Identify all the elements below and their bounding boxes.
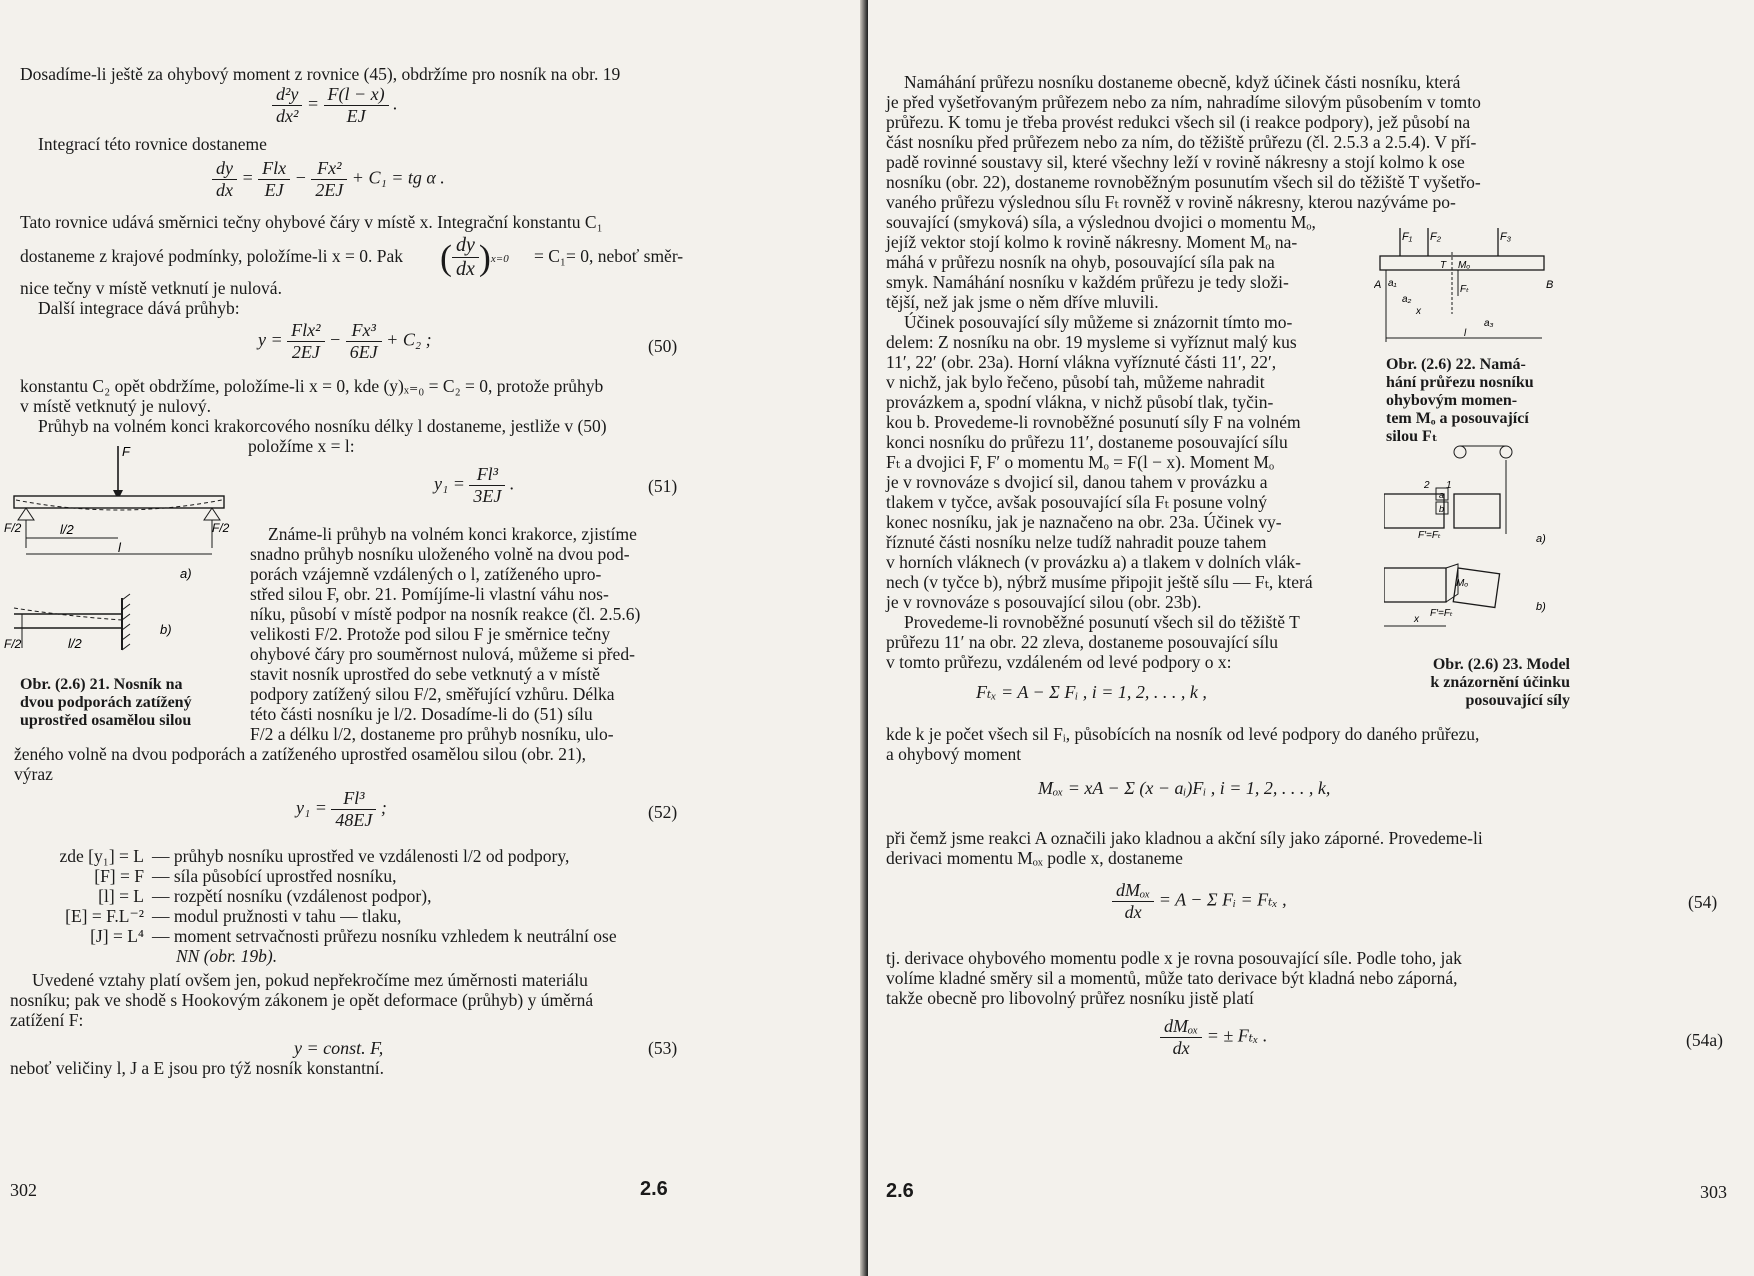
text-line: v horních vláknech (v provázku a) a tlakem v dolních vlák-: [886, 552, 1301, 572]
label-F: F: [122, 444, 130, 459]
eq-den: 2EJ: [291, 342, 320, 362]
text-line: průřezu 11′ na obr. 22 zleva, dostaneme posouvající sílu: [886, 632, 1278, 652]
equation-52: [296, 788, 387, 831]
unit-desc: — modul pružnosti v tahu — tlaku,: [152, 906, 402, 926]
text-line: tlakem v tyčce, avšak posouvající síla Fₜ posune volný: [886, 492, 1267, 512]
unit-desc: NN (obr. 19b).: [176, 946, 278, 966]
support-right: [204, 508, 220, 520]
wall-hatch: [122, 594, 130, 650]
eq-num: dMₒₓ: [1160, 1016, 1202, 1038]
eq-den: 6EJ: [349, 342, 378, 362]
eq-num: dMₒₓ: [1112, 880, 1154, 902]
text-line: konec nosníku, jak je naznačeno na obr. 23a. Účinek vy-: [886, 512, 1282, 532]
figure-22: [1374, 226, 1556, 346]
label-Fp-b: F′=Fₜ: [1430, 608, 1453, 619]
eq-num: Fl³: [469, 464, 505, 486]
text-line: Namáhání průřezu nosníku dostaneme obecně, když účinek části nosníku, která: [904, 72, 1461, 92]
text-line: v nichž, jak bylo řečeno, působí tah, můžeme nahradit: [886, 372, 1265, 392]
text-line: souvající (smyková) síla, a výslednou dvojici o momentu Mₒ,: [886, 212, 1316, 232]
label-l2: l/2: [68, 636, 82, 651]
beam: [14, 496, 224, 508]
eq-num: F(l − x): [324, 84, 389, 106]
label-F1: F₁: [1402, 231, 1413, 243]
unit-desc: — moment setrvačnosti průřezu nosníku vzhledem k neutrální ose: [152, 926, 617, 946]
equation-50: y = $\frac{\text{Flx²}}{2EJ}$ − $\frac{\text{Fx³}}{6EJ}$ + C₂ ;: [258, 320, 432, 362]
text-line: vaného průřezu výslednou sílu Fₜ rovněž v rovině nákresny, kterou nazýváme po-: [886, 192, 1456, 212]
caption-line: posouvající síly: [1465, 692, 1570, 709]
text-line: = C₁= 0, neboť směr-: [534, 246, 684, 266]
label-Mo: Mₒ: [1458, 260, 1471, 271]
text-line: zatížení F:: [10, 1010, 84, 1030]
eq-den: dx: [456, 258, 475, 280]
equation-ftx: Fₜₓ = A − Σ Fᵢ , i = 1, 2, . . . , k ,: [976, 682, 1207, 702]
eq-sub: x=0: [490, 253, 509, 266]
text-line: Tato rovnice udává směrnici tečny ohybové čáry v místě x. Integrační konstantu C₁: [20, 212, 603, 232]
text-line: je v rovnováze s posouvající silou (obr. 23b).: [886, 592, 1202, 612]
text-line: máhá v průřezu nosník na ohyb, posouvající síla pak na: [886, 252, 1275, 272]
text-line: v místě vetknutý je nulový.: [20, 396, 212, 416]
label-a1: a₁: [1388, 278, 1397, 289]
section-number: 2.6: [640, 1178, 668, 1200]
label-F2: F/2: [4, 637, 22, 651]
page-number: 302: [10, 1180, 37, 1200]
label-x: x: [1414, 614, 1419, 625]
text-line: výraz: [14, 764, 53, 784]
text-line: průřezu. K tomu je třeba provést redukci všech sil (i reakce podpory), jež působí na: [886, 112, 1471, 132]
page-number: 303: [1700, 1182, 1727, 1202]
unit-symbol: [J] = L⁴: [90, 926, 144, 946]
figure-21: [4, 438, 244, 670]
label-1: 1: [1446, 480, 1452, 491]
eq-num: Flx: [258, 158, 290, 180]
equation-pak: ( $\frac{dy}{dx}$ )x=0: [440, 234, 509, 280]
text-line: stavit nosník uprostřed do sebe vetknutý a v místě: [250, 664, 600, 684]
text-line: nosníku (obr. 22), dostaneme rovnoběžným posunutím všech sil do těžiště T vyšetřo-: [886, 172, 1481, 192]
caption-line: uprostřed osamělou silou: [20, 712, 192, 729]
eq-num: dy: [452, 234, 479, 258]
eq-number: (50): [648, 336, 678, 356]
text-line: velikosti F/2. Protože pod silou F je směrnice tečny: [250, 624, 611, 644]
text-line: Uvedené vztahy platí ovšem jen, pokud nepřekročíme mez úměrnosti materiálu: [32, 970, 588, 990]
caption-line: dvou podporách zatížený: [20, 694, 192, 711]
label-Fp: F′=Fₜ: [1418, 530, 1441, 541]
caption-line: k znázornění účinku: [1430, 674, 1570, 691]
text-line: Integrací této rovnice dostaneme: [38, 134, 267, 154]
text-line: smyk. Namáhání nosníku v každém průřezu je tedy složi-: [886, 272, 1289, 292]
text-line: delem: Z nosníku na obr. 19 mysleme si vyříznut malý kus: [886, 332, 1297, 352]
text-line: je v rovnováze s dvojicí sil, danou tahem v provázku a: [886, 472, 1268, 492]
text-line: Fₜ a dvojici F, F′ o momentu Mₒ = F(l − x). Moment Mₒ: [886, 452, 1275, 472]
eq-tail: = A − Σ Fᵢ = Fₜₓ ,: [1158, 889, 1287, 910]
equation-1: $\frac{\text{d²y}}{\text{dx²}}$ = $\frac{F(l - x)}{EJ}$ .: [272, 84, 398, 127]
eq-lhs: y₁ =: [434, 473, 465, 494]
eq-tail: + C₁ = tg α .: [351, 167, 445, 188]
caption-line: Obr. (2.6) 22. Namá-: [1386, 356, 1526, 373]
text-line: neboť veličiny l, J a E jsou pro týž nosník konstantní.: [10, 1058, 384, 1078]
eq-num: Fx³: [346, 320, 382, 342]
caption-23: [1390, 656, 1570, 710]
text-line: kde k je počet všech sil Fᵢ, působících na nosník od levé podpory do daného průřezu,: [886, 724, 1480, 744]
support-left: [18, 508, 34, 520]
equation-54: [1112, 880, 1287, 923]
text-line: a ohybový moment: [886, 744, 1022, 764]
text-line: F/2 a délku l/2, dostaneme pro průhyb nosníku, ulo-: [250, 724, 614, 744]
text-line: Další integrace dává průhyb:: [38, 298, 240, 318]
caption-line: silou Fₜ: [1386, 428, 1438, 445]
label-F2-left: F/2: [4, 521, 22, 535]
eq-number: (51): [648, 476, 678, 496]
text-line: Účinek posouvající síly můžeme si znázornit tímto mo-: [904, 312, 1293, 332]
eq-number: (54a): [1686, 1030, 1723, 1050]
eq-num: Fl³: [331, 788, 376, 810]
text-line: nech (v tyčce b), nýbrž musíme připojit ještě sílu — Fₜ, která: [886, 572, 1313, 592]
unit-symbol: [l] = L: [98, 886, 144, 906]
text-line: tj. derivace ohybového momentu podle x je rovna posouvající síle. Podle toho, jak: [886, 948, 1462, 968]
label-Ft: Fₜ: [1460, 284, 1470, 295]
eq-den: EJ: [264, 180, 284, 200]
caption-line: hání průřezu nosníku: [1386, 374, 1534, 391]
eq-den: 48EJ: [335, 810, 373, 830]
label-a: a: [1439, 490, 1445, 500]
eq-den: dx: [1172, 1038, 1190, 1058]
unit-symbol: zde [y₁] = L: [59, 846, 144, 866]
label-B: B: [1546, 279, 1554, 291]
eq-tail: = ± Fₜₓ .: [1206, 1025, 1268, 1046]
text-line: padě rovinné soustavy sil, které všechny leží v rovině nákresny a stojí kolmo k ose: [886, 152, 1465, 172]
left-page: [0, 0, 866, 1276]
text-line: jejíž vektor stojí kolmo k rovině nákresny. Moment Mₒ na-: [886, 232, 1298, 252]
unit-desc: — průhyb nosníku uprostřed ve vzdálenosti l/2 od podpory,: [152, 846, 570, 866]
eq-den: 2EJ: [315, 180, 344, 200]
label-2: 2: [1424, 480, 1430, 491]
label-Mo: Mₒ: [1456, 578, 1469, 589]
text-line: níku, působí v místě podpor na nosník reakce (čl. 2.5.6): [250, 604, 641, 624]
label-a-panel: a): [1536, 533, 1546, 545]
figure-23: [1384, 444, 1556, 650]
text-line: provázkem a, spodní vlákna, v nichž působí tlak, tyčin-: [886, 392, 1274, 412]
unit-desc: — rozpětí nosníku (vzdálenost podpor),: [152, 886, 432, 906]
label-a: a): [180, 566, 192, 581]
caption-22: [1386, 356, 1566, 446]
text-line: je před vyšetřovaným průřezem nebo za ním, nahradíme silovým působením v tomto: [886, 92, 1481, 112]
label-l2: l/2: [60, 522, 74, 537]
eq-den: dx: [1124, 902, 1142, 922]
equation-2: $\frac{dy}{dx}$ = $\frac{\text{Flx}}{EJ}$ − $\frac{\text{Fx²}}{2EJ}$ + C₁ = tg α .: [212, 158, 445, 201]
section-number: 2.6: [886, 1180, 914, 1202]
text-line: 11′, 22′ (obr. 23a). Horní vlákna vyříznuté části 11′, 22′,: [886, 352, 1277, 372]
text-line: konci nosníku do průřezu 11′, dostaneme posouvající sílu: [886, 432, 1288, 452]
caption-line: Obr. (2.6) 23. Model: [1432, 656, 1570, 673]
equation-51: y₁ = $\frac{\text{Fl³}}{3EJ}$ .: [434, 464, 515, 506]
text-line: konstantu C₂ opět obdržíme, položíme-li x = 0, kde (y)ₓ₌₀ = C₂ = 0, protože průhyb: [20, 376, 604, 396]
text-line: této části nosníku je l/2. Dosadíme-li do (51) sílu: [250, 704, 593, 724]
label-a2: a₂: [1402, 294, 1412, 305]
eq-num: dy: [212, 158, 237, 180]
text-line: derivaci momentu Mₒₓ podle x, dostaneme: [886, 848, 1183, 868]
label-b: b): [160, 622, 172, 637]
text-line: Známe-li průhyb na volném konci krakorce, zjistíme: [268, 524, 637, 544]
label-F3: F₃: [1500, 231, 1512, 243]
text-line: snadno průhyb nosníku uloženého volně na dvou pod-: [250, 544, 630, 564]
eq-tail: + C₂ ;: [386, 329, 432, 350]
text-line: část nosníku před průřezem nebo za ním, do těžiště průřezu (čl. 2.5.3 a 2.5.4). V pří-: [886, 132, 1477, 152]
text-line: ohybové čáry pro souměrnost nulová, můžeme si před-: [250, 644, 635, 664]
eq-num: Flx²: [287, 320, 324, 342]
eq-number: (54): [1688, 892, 1718, 912]
text-line: kou b. Provedeme-li rovnoběžné posunutí síly F na volném: [886, 412, 1301, 432]
label-b: b: [1439, 504, 1445, 514]
right-page: [868, 0, 1754, 1276]
text-line: Provedeme-li rovnoběžné posunutí všech sil do těžiště T: [904, 612, 1300, 632]
caption-21: [20, 676, 232, 730]
text-line: při čemž jsme reakci A označili jako kladnou a akční síly jako záporné. Provedeme-li: [886, 828, 1483, 848]
unit-symbol: [E] = F.L⁻²: [65, 906, 144, 926]
eq-num: d²y: [272, 84, 302, 106]
label-a3: a₃: [1484, 318, 1494, 329]
eq-den: dx: [216, 180, 233, 200]
text-line: volíme kladné směry sil a momentů, může tato derivace být kladná nebo záporná,: [886, 968, 1458, 988]
eq-lhs: y =: [258, 329, 283, 350]
label-l: l: [118, 540, 121, 555]
unit-desc: — síla působící uprostřed nosníku,: [152, 866, 397, 886]
label-F2: F₂: [1430, 231, 1441, 243]
eq-number: (52): [648, 802, 678, 822]
text-line: v tomto průřezu, vzdáleném od levé podpory o x:: [886, 652, 1232, 672]
text-line: nosníku; pak ve shodě s Hookovým zákonem je opět deformace (průhyb) y úměrná: [10, 990, 594, 1010]
label-F2-right: F/2: [212, 521, 230, 535]
equation-53: y = const. F,: [294, 1038, 384, 1058]
eq-tail: ;: [380, 797, 387, 818]
label-l: l: [1464, 328, 1467, 339]
eq-den: dx²: [276, 106, 299, 126]
text-line: porách vzájemně vzdálených o l, zatíženého upro-: [250, 564, 602, 584]
caption-line: ohybovým momen-: [1386, 392, 1518, 409]
eq-den: 3EJ: [473, 486, 502, 506]
text-line: Dosadíme-li ještě za ohybový moment z rovnice (45), obdržíme pro nosník na obr. 19: [20, 64, 621, 84]
text-line: střed silou F, obr. 21. Pomíjíme-li vlastní váhu nos-: [250, 584, 609, 604]
label-b-panel: b): [1536, 601, 1546, 613]
text-line: ženého volně na dvou podporách a zatíženého uprostřed osamělou silou (obr. 21),: [14, 744, 586, 764]
eq-num: Fx²: [311, 158, 347, 180]
label-x: x: [1416, 306, 1421, 317]
text-line: dostaneme z krajové podmínky, položíme-li x = 0. Pak: [20, 246, 403, 266]
text-line: nice tečny v místě vetknutí je nulová.: [20, 278, 282, 298]
pulley: [1500, 446, 1512, 458]
text-line: tější, než jak jsme o něm dříve mluvili.: [886, 292, 1159, 312]
eq-number: (53): [648, 1038, 678, 1058]
text-line: takže obecně pro libovolný průřez nosníku jistě platí: [886, 988, 1254, 1008]
label-A: A: [1374, 279, 1382, 291]
label-T: T: [1440, 260, 1447, 271]
equation-54a: [1160, 1016, 1267, 1059]
text-line: podpory zatížený silou F/2, směřující vzhůru. Délka: [250, 684, 615, 704]
text-line: říznuté části nosníku nelze tudíž nahradit pouze tahem: [886, 532, 1267, 552]
caption-line: tem Mₒ a posouvající: [1386, 410, 1529, 427]
eq-lhs: y₁ =: [296, 797, 327, 818]
unit-symbol: [F] = F: [94, 866, 144, 886]
eq-den: EJ: [346, 106, 366, 126]
pulley: [1454, 446, 1466, 458]
text-line: položíme x = l:: [248, 436, 355, 456]
equation-mox: Mₒₓ = xA − Σ (x − aᵢ)Fᵢ , i = 1, 2, . . . , k,: [1038, 778, 1331, 798]
text-line: Průhyb na volném konci krakorcového nosníku délky l dostaneme, jestliže v (50): [38, 416, 607, 436]
caption-line: Obr. (2.6) 21. Nosník na: [20, 676, 183, 693]
